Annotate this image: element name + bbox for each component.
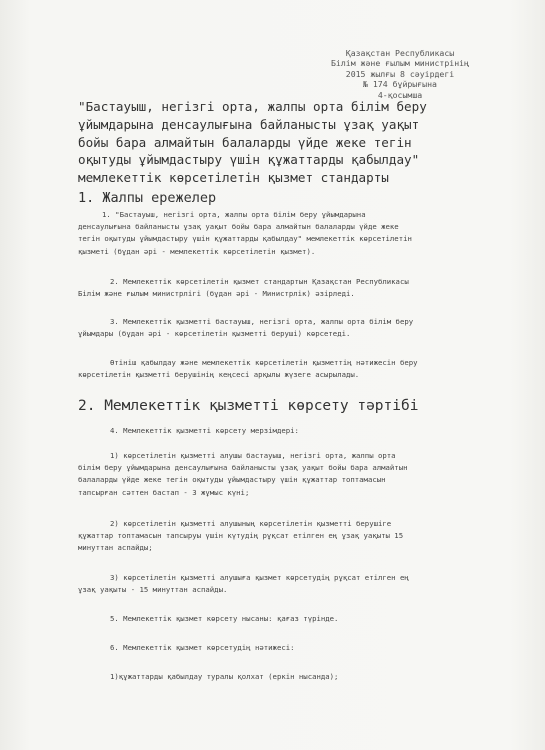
paragraph-2 [78, 276, 518, 300]
paragraph-line: тегін оқытуды ұйымдастыру үшін құжаттарды қабылдау" мемлекеттік көрсетілетін [78, 234, 412, 244]
paragraph-5 [78, 425, 518, 437]
paragraph-6 [78, 450, 518, 499]
section-heading-general: 1. Жалпы ережелер [78, 190, 217, 206]
header-line: 4-қосымша [377, 89, 423, 100]
header-line: № 174 бұйрығына [363, 79, 437, 90]
paragraph-line: 5. Мемлекеттік қызмет көрсету нысаны: қағаз түрінде. [110, 614, 339, 623]
paragraph-8 [78, 572, 518, 596]
paragraph-line: Білім және ғылым министрлігі (бұдан әрі - Министрлік) әзірледі. [78, 289, 355, 299]
title-line: оқытуды ұйымдастыру үшін құжаттарды қабылдау" [78, 152, 420, 168]
paragraph-1 [78, 209, 518, 258]
document-title [78, 98, 518, 187]
paragraph-line: 3) көрсетілетін қызметті алушыға қызмет көрсетудің рұқсат етілген ең [110, 573, 409, 582]
paragraph-line: тапсырған сәттен бастап - 3 жұмыс күні; [78, 487, 250, 497]
paragraph-line: балаларды үйде жеке тегін оқытуды ұйымдастыру үшін құжаттар топтамасын [78, 475, 386, 485]
paragraph-line: көрсетілетін қызметті берушінің кеңсесі арқылы жүзеге асырылады. [78, 370, 360, 380]
paragraph-line: 1)құжаттарды қабылдау туралы қолхат (еркін нысанда); [110, 672, 339, 681]
paragraph-3 [78, 316, 518, 340]
paragraph-line: 1) көрсетілетін қызметті алушы бастауыш, негізгі орта, жалпы орта [110, 451, 396, 460]
paragraph-line: денсаулығына байланысты ұзақ уақыт бойы бара алмайтын балаларды үйде жеке [78, 222, 399, 232]
paragraph-line: 3. Мемлекеттік қызметті бастауыш, негізгі орта, жалпы орта білім беру [110, 317, 414, 326]
paragraph-line: ұзақ уақыты - 15 минуттан аспайды. [78, 585, 228, 595]
paragraph-line: 6. Мемлекеттік қызмет көрсетудің нәтижесі: [110, 643, 295, 652]
title-line: мемлекеттік көрсетілетін қызмет стандарты [78, 170, 389, 186]
header-line: 2015 жылғы 8 сәуірдегі [345, 68, 455, 79]
title-line: ұйымдарына денсаулығына байланысты ұзақ уақыт [78, 116, 420, 132]
paragraph-line: қызметі (бұдан әрі - мемлекеттік көрсетілетін қызмет). [78, 246, 316, 256]
appendix-header [300, 48, 500, 100]
paragraph-11 [78, 671, 518, 683]
header-line: Білім және ғылым министрінің [330, 58, 470, 69]
header-line: Қазақстан Республикасы [345, 48, 455, 58]
paragraph-line: минуттан аспайды; [78, 543, 153, 553]
paragraph-line: ұйымдары (бұдан әрі - көрсетілетін қызметті беруші) көрсетеді. [78, 329, 351, 339]
paragraph-line: білім беру ұйымдарына денсаулығына байланысты ұзақ уақыт бойы бара алмайтын [78, 463, 408, 473]
paragraph-7 [78, 518, 518, 555]
paragraph-line: 2. Мемлекеттік көрсетілетін қызмет стандартын Қазақстан Республикасы [110, 277, 409, 286]
paragraph-line: 1. "Бастауыш, негізгі орта, жалпы орта білім беру ұйымдарына [102, 210, 366, 219]
title-line: "Бастауыш, негізгі орта, жалпы орта білім беру [78, 99, 427, 114]
paragraph-line: құжаттар топтамасын тапсыруы үшін күтудің рұқсат етілген ең ұзақ уақыты 15 [78, 531, 404, 541]
paragraph-line: Өтініш қабылдау және мемлекеттік көрсетілетін қызметтің нәтижесін беру [110, 358, 418, 367]
paragraph-4 [78, 357, 518, 381]
paragraph-line: 2) көрсетілетін қызметті алушының көрсетілетін қызметті берушіге [110, 519, 392, 528]
section-heading-procedure: 2. Мемлекеттік қызметті көрсету тәртібі [78, 398, 419, 414]
paragraph-line: 4. Мемлекеттік қызметті көрсету мерзімдері: [110, 426, 299, 435]
paragraph-9 [78, 613, 518, 625]
paragraph-10 [78, 642, 518, 654]
title-line: бойы бара алмайтын балаларды үйде жеке тегін [78, 134, 412, 150]
